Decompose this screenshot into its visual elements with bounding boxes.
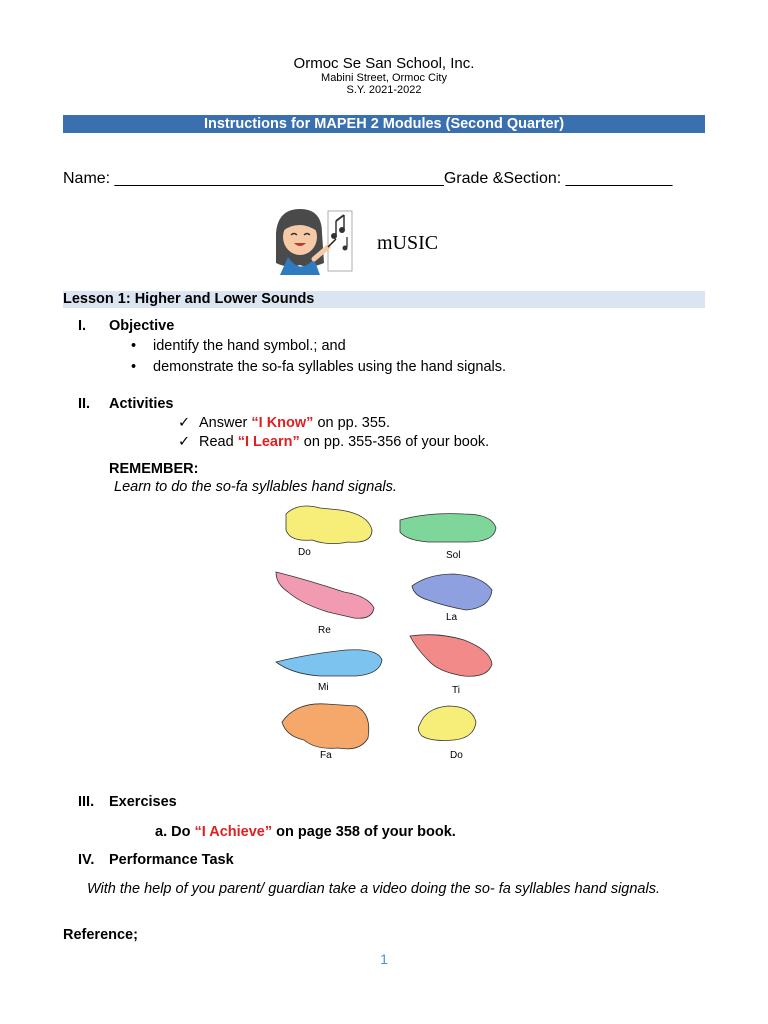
performance-task-title: Performance Task [109, 852, 234, 868]
hand-label-re: Re [318, 625, 331, 636]
school-address: Mabini Street, Ormoc City [321, 72, 447, 84]
lesson-title-bar: Lesson 1: Higher and Lower Sounds [63, 291, 705, 308]
activity-item: Read “I Learn” on pp. 355-356 of your book. [199, 434, 490, 450]
objective-title: Objective [109, 318, 175, 334]
hand-do-icon [286, 506, 372, 558]
activities-title: Activities [109, 396, 174, 412]
hand-label-mi: Mi [318, 682, 329, 693]
hand-label-do: Do [298, 547, 311, 558]
subject-label: mUSIC [377, 232, 439, 254]
bullet-icon: • [131, 338, 137, 354]
hand-la-icon [412, 574, 492, 623]
exercises-number: III. [78, 794, 95, 810]
activities-number: II. [78, 396, 91, 412]
remember-text: Learn to do the so-fa syllables hand signals. [114, 479, 397, 495]
hand-label-do: Do [450, 750, 463, 761]
hand-label-la: La [446, 612, 458, 623]
page-number: 1 [380, 951, 388, 967]
hand-label-ti: Ti [452, 685, 460, 696]
module-title-bar: Instructions for MAPEH 2 Modules (Second Quarter) [63, 115, 705, 133]
school-name: Ormoc Se San School, Inc. [293, 55, 475, 72]
hand-ti-icon [410, 635, 492, 696]
music-girl-illustration [270, 203, 356, 277]
name-grade-section-line: Name: _____________________________________Grade &Section: ____________ [63, 170, 673, 187]
performance-task-number: IV. [78, 852, 95, 868]
hand-label-fa: Fa [320, 750, 332, 761]
exercise-item: a. Do “I Achieve” on page 358 of your book. [155, 824, 456, 840]
bullet-icon: • [131, 359, 137, 375]
objective-number: I. [78, 318, 87, 334]
performance-task-text: With the help of you parent/ guardian take a video doing the so- fa syllables hand signals. [87, 881, 660, 897]
hand-do-icon [418, 706, 476, 761]
remember-title: REMEMBER: [109, 461, 199, 477]
hand-signals-illustration [268, 500, 508, 770]
hand-fa-icon [282, 704, 369, 761]
hand-mi-icon [276, 650, 382, 693]
school-year: S.Y. 2021-2022 [346, 84, 422, 96]
hand-label-sol: Sol [446, 550, 461, 561]
hand-re-icon [276, 572, 374, 636]
exercises-title: Exercises [109, 794, 177, 810]
checkmark-icon: ✓ [178, 434, 191, 450]
checkmark-icon: ✓ [178, 415, 191, 431]
hand-sol-icon [400, 514, 496, 561]
activity-item: Answer “I Know” on pp. 355. [199, 415, 391, 431]
objective-bullet: demonstrate the so-fa syllables using the hand signals. [153, 359, 507, 375]
objective-bullet: identify the hand symbol.; and [153, 338, 346, 354]
reference-label: Reference; [63, 927, 138, 943]
